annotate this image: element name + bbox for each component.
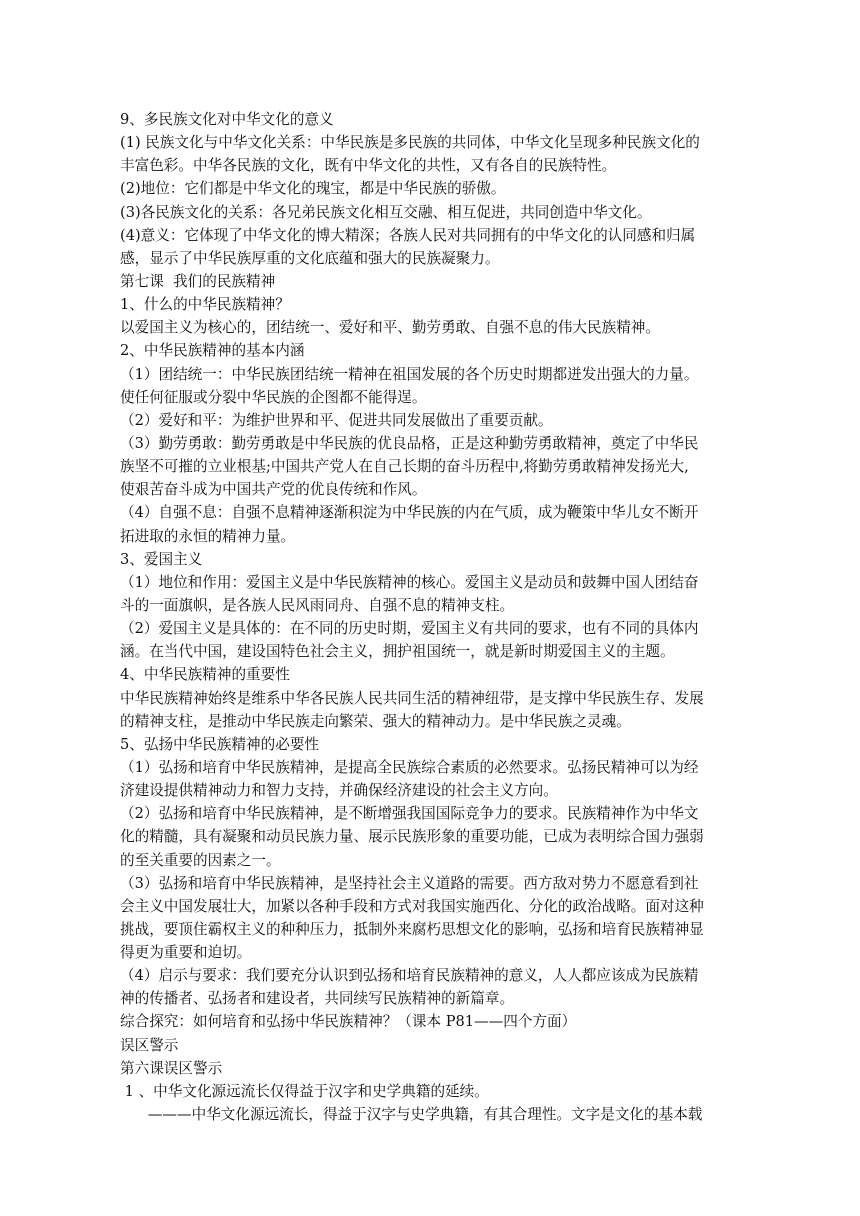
- paragraph-line: 中华民族精神始终是维系中华各民族人民共同生活的精神纽带，是支撑中华民族生存、发展: [120, 689, 704, 707]
- paragraph-line: 1 、中华文化源远流长仅得益于汉字和史学典籍的延续。: [120, 1082, 489, 1100]
- paragraph-line: 感，显示了中华民族厚重的文化底蕴和强大的民族凝聚力。: [120, 249, 500, 267]
- paragraph-line: 拓进取的永恒的精神力量。: [120, 527, 296, 545]
- paragraph-line: 综合探究：如何培育和弘扬中华民族精神？（课本 P81——四个方面）: [120, 1013, 577, 1031]
- paragraph-line: （4）自强不息：自强不息精神逐渐积淀为中华民族的内在气质，成为鞭策中华儿女不断开: [120, 504, 699, 522]
- paragraph-line: 的至关重要的因素之一。: [120, 851, 281, 869]
- paragraph-line: 以爱国主义为核心的，团结统一、爱好和平、勤劳勇敢、自强不息的伟大民族精神。: [120, 319, 660, 337]
- paragraph-line: （4）启示与要求：我们要充分认识到弘扬和培育民族精神的意义，人人都应该成为民族精: [120, 967, 699, 985]
- paragraph-line: 使艰苦奋斗成为中国共产党的优良传统和作风。: [120, 481, 427, 499]
- paragraph-line: ———中华文化源远流长，得益于汉字与史学典籍，有其合理性。文字是文化的基本载: [120, 1106, 703, 1124]
- paragraph-line: 济建设提供精神动力和智力支持，并确保经济建设的社会主义方向。: [120, 782, 558, 800]
- paragraph-line: （3）勤劳勇敢：勤劳勇敢是中华民族的优良品格，正是这种勤劳勇敢精神，奠定了中华民: [120, 434, 699, 452]
- paragraph-line: （2）爱国主义是具体的：在不同的历史时期，爱国主义有共同的要求，也有不同的具体内: [120, 620, 699, 638]
- paragraph-line: 的精神支柱，是推动中华民族走向繁荣、强大的精神动力。是中华民族之灵魂。: [120, 712, 631, 730]
- section-heading: 4、中华民族精神的重要性: [120, 666, 290, 684]
- section-heading: 1、什么的中华民族精神？: [120, 296, 290, 314]
- paragraph-line: 使任何征服或分裂中华民族的企图都不能得逞。: [120, 388, 427, 406]
- paragraph-line: 族坚不可摧的立业根基;中国共产党人在自己长期的奋斗历程中,将勤劳勇敢精神发扬光大,: [120, 458, 689, 476]
- paragraph-line: （1）地位和作用：爱国主义是中华民族精神的核心。爱国主义是动员和鼓舞中国人团结奋: [120, 573, 699, 591]
- paragraph-line: (2)地位：它们都是中华文化的瑰宝，都是中华民族的骄傲。: [120, 180, 506, 198]
- paragraph-line: 化的精髓，具有凝聚和动员民族力量、展示民族形象的重要功能，已成为表明综合国力强弱: [120, 828, 704, 846]
- paragraph-line: （1）弘扬和培育中华民族精神，是提高全民族综合素质的必然要求。弘扬民精神可以为经: [120, 758, 699, 776]
- section-heading: 误区警示: [120, 1036, 179, 1054]
- paragraph-line: 得更为重要和迫切。: [120, 944, 252, 962]
- paragraph-line: （3）弘扬和培育中华民族精神，是坚持社会主义道路的需要。西方敌对势力不愿意看到社: [120, 874, 699, 892]
- paragraph-line: （2）爱好和平：为维护世界和平、促进共同发展做出了重要贡献。: [120, 411, 553, 429]
- section-heading: 2、中华民族精神的基本内涵: [120, 342, 305, 360]
- paragraph-line: (3)各民族文化的关系：各兄弟民族文化相互交融、相互促进，共同创造中华文化。: [120, 203, 652, 221]
- paragraph-line: （1）团结统一：中华民族团结统一精神在祖国发展的各个历史时期都迸发出强大的力量。: [120, 365, 699, 383]
- paragraph-line: （2）弘扬和培育中华民族精神，是不断增强我国国际竞争力的要求。民族精神作为中华文: [120, 805, 699, 823]
- paragraph-line: (1) 民族文化与中华文化关系：中华民族是多民族的共同体，中华文化呈现多种民族文化的: [120, 134, 700, 152]
- document-body: [120, 108, 740, 1126]
- section-heading: 9、多民族文化对中华文化的意义: [120, 111, 334, 128]
- section-heading: 第六课误区警示: [120, 1059, 223, 1077]
- paragraph-line: 丰富色彩。中华各民族的文化，既有中华文化的共性，又有各自的民族特性。: [120, 157, 617, 175]
- section-heading: 3、爱国主义: [120, 550, 203, 568]
- paragraph-line: 神的传播者、弘扬者和建设者，共同续写民族精神的新篇章。: [120, 990, 515, 1008]
- paragraph-line: 斗的一面旗帜，是各族人民风雨同舟、自强不息的精神支柱。: [120, 596, 515, 614]
- paragraph-line: 挑战，要顶住霸权主义的种种压力，抵制外来腐朽思想文化的影响，弘扬和培育民族精神显: [120, 920, 704, 938]
- lesson-title: 第七课 我们的民族精神: [120, 272, 276, 290]
- paragraph-line: 涵。在当代中国，建设国特色社会主义，拥护祖国统一，就是新时期爱国主义的主题。: [120, 643, 675, 661]
- paragraph-line: 会主义中国发展壮大，加紧以各种手段和方式对我国实施西化、分化的政治战略。面对这种: [120, 897, 704, 915]
- paragraph-line: (4)意义：它体现了中华文化的博大精深；各族人民对共同拥有的中华文化的认同感和归属: [120, 226, 696, 244]
- section-heading: 5、弘扬中华民族精神的必要性: [120, 735, 320, 753]
